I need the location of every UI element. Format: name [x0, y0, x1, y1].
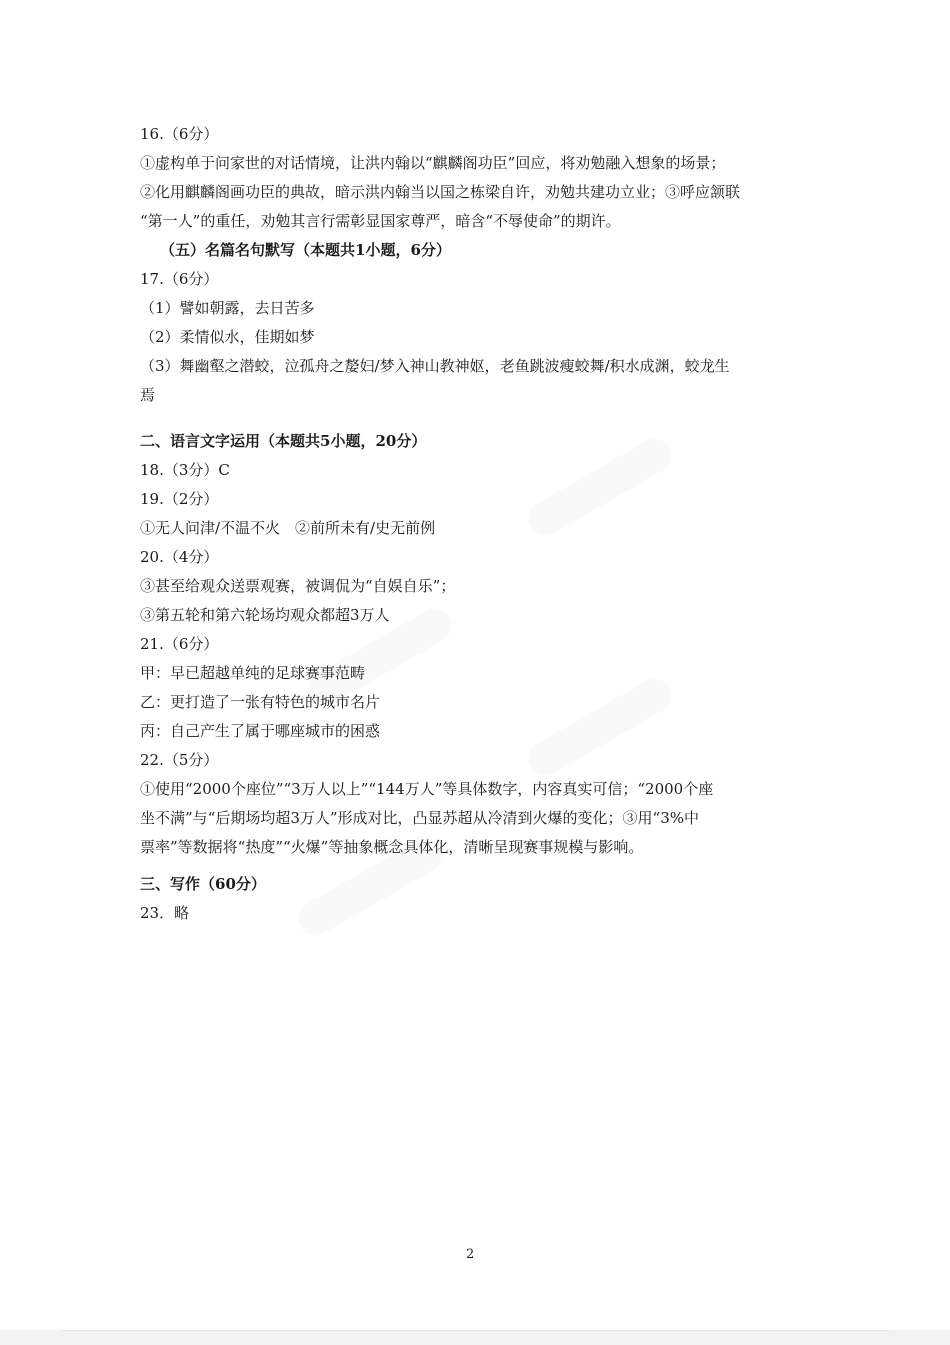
q22-answer-line: 坐不满”与“后期场均超3万人”形成对比，凸显苏超从冷清到火爆的变化；③用“3%中 [140, 809, 700, 827]
q23-answer: 23．略 [140, 904, 190, 922]
q18-answer: 18.（3分）C [140, 461, 230, 479]
q19-heading: 19.（2分） [140, 490, 219, 508]
section-2-heading: 二、语言文字运用（本题共5小题，20分） [140, 432, 427, 450]
q16-answer-line: ①虚构单于问家世的对话情境，让洪内翰以“麒麟阁功臣”回应，将劝勉融入想象的场景； [140, 154, 726, 172]
q21-answer-line: 丙：自己产生了属于哪座城市的困惑 [140, 722, 381, 740]
q17-heading: 17.（6分） [140, 270, 219, 288]
page-number: 2 [466, 1247, 475, 1262]
answer-content [140, 120, 820, 928]
q21-answer-line: 甲：早已超越单纯的足球赛事范畴 [140, 664, 366, 682]
section-3-heading: 三、写作（60分） [140, 875, 266, 893]
q20-answer-line: ③甚至给观众送票观赛，被调侃为“自娱自乐”； [140, 577, 456, 595]
q21-answer-line: 乙：更打造了一张有特色的城市名片 [140, 693, 381, 711]
section-5-heading: （五）名篇名句默写（本题共1小题，6分） [160, 241, 451, 259]
q20-answer-line: ③第五轮和第六轮场均观众都超3万人 [140, 606, 390, 624]
q16-answer-line: “第一人”的重任，劝勉其言行需彰显国家尊严，暗含“不辱使命”的期许。 [140, 212, 621, 230]
page-edge-divider [60, 1330, 890, 1331]
q17-answer-line: （1）譬如朝露，去日苦多 [140, 299, 315, 317]
q22-answer-line: ①使用“2000个座位”“3万人以上”“144万人”等具体数字，内容真实可信；“2000个座 [140, 780, 714, 798]
q20-heading: 20.（4分） [140, 548, 219, 566]
q17-answer-line: 焉 [140, 386, 156, 404]
q16-heading: 16.（6分） [140, 125, 219, 143]
q22-heading: 22.（5分） [140, 751, 219, 769]
q16-answer-line: ②化用麒麟阁画功臣的典故，暗示洪内翰当以国之栋梁自许，劝勉共建功立业；③呼应颔联 [140, 183, 741, 201]
q19-answer-line: ①无人问津/不温不火 ②前所未有/史无前例 [140, 519, 436, 537]
q22-answer-line: 票率”等数据将“热度”“火爆”等抽象概念具体化，清晰呈现赛事规模与影响。 [140, 838, 644, 856]
q17-answer-line: （2）柔情似水，佳期如梦 [140, 328, 315, 346]
q21-heading: 21.（6分） [140, 635, 219, 653]
q17-answer-line: （3）舞幽壑之潜蛟，泣孤舟之嫠妇/梦入神山教神妪，老鱼跳波瘦蛟舞/积水成渊，蛟龙生 [140, 357, 730, 375]
